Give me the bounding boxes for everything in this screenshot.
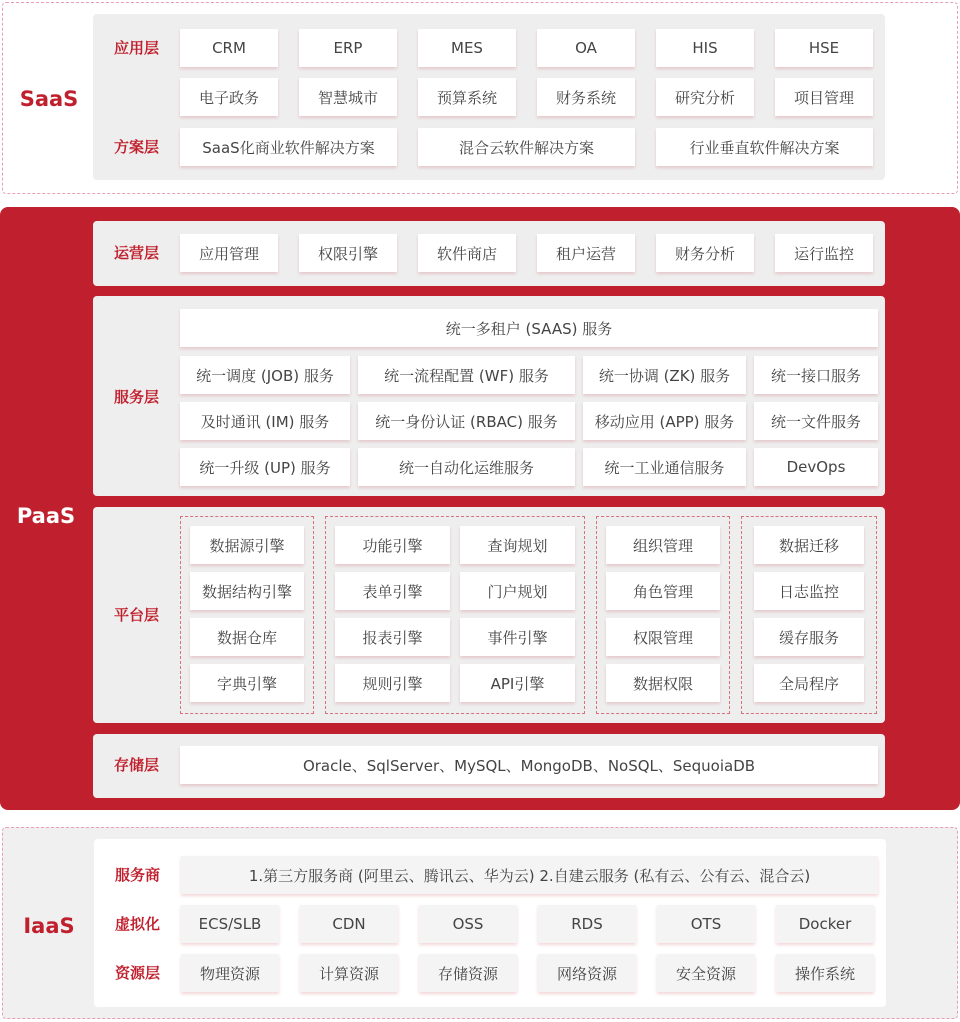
app-box[interactable]: ERP (299, 29, 397, 67)
saas-section (2, 2, 958, 194)
app-box[interactable]: MES (418, 29, 516, 67)
service-box[interactable]: 统一自动化运维服务 (358, 448, 575, 486)
resource-box[interactable]: 物理资源 (181, 954, 279, 992)
platform-box[interactable]: 数据仓库 (190, 618, 304, 656)
provider-label: 服务商 (114, 866, 160, 884)
app-box[interactable]: 预算系统 (418, 78, 516, 116)
virt-box[interactable]: OSS (419, 905, 517, 943)
solution-box[interactable]: 行业垂直软件解决方案 (656, 128, 873, 166)
ops-box[interactable]: 应用管理 (180, 234, 278, 272)
platform-box[interactable]: 表单引擎 (335, 572, 450, 610)
iaas-panel (94, 839, 886, 1007)
service-box[interactable]: 统一身份认证 (RBAC) 服务 (358, 402, 575, 440)
app-layer-label: 应用层 (113, 39, 159, 57)
solution-box[interactable]: 混合云软件解决方案 (418, 128, 635, 166)
storage-layer-label: 存储层 (113, 756, 159, 774)
ops-panel (93, 221, 885, 286)
platform-group-engine (325, 516, 585, 714)
resource-layer-label: 资源层 (114, 964, 160, 982)
service-box[interactable]: 统一工业通信服务 (583, 448, 746, 486)
virt-box[interactable]: CDN (300, 905, 398, 943)
app-box[interactable]: HIS (656, 29, 754, 67)
iaas-title: IaaS (23, 914, 75, 938)
platform-box[interactable]: 门户规划 (460, 572, 575, 610)
platform-box[interactable]: 数据结构引擎 (190, 572, 304, 610)
ops-box[interactable]: 租户运营 (537, 234, 635, 272)
platform-box[interactable]: 缓存服务 (754, 618, 864, 656)
ops-box[interactable]: 财务分析 (656, 234, 754, 272)
platform-box[interactable]: 数据源引擎 (190, 526, 304, 564)
platform-group-permission (596, 516, 730, 714)
platform-group-system (741, 516, 877, 714)
platform-box[interactable]: 查询规划 (460, 526, 575, 564)
service-box[interactable]: 及时通讯 (IM) 服务 (180, 402, 350, 440)
platform-box[interactable]: API引擎 (460, 664, 575, 702)
platform-layer-label: 平台层 (113, 606, 159, 624)
platform-box[interactable]: 权限管理 (606, 618, 720, 656)
paas-title: PaaS (16, 504, 76, 528)
service-box[interactable]: 移动应用 (APP) 服务 (583, 402, 746, 440)
resource-box[interactable]: 操作系统 (776, 954, 874, 992)
saas-title: SaaS (19, 87, 79, 111)
platform-box[interactable]: 事件引擎 (460, 618, 575, 656)
app-box[interactable]: CRM (180, 29, 278, 67)
virt-box[interactable]: OTS (657, 905, 755, 943)
service-box[interactable]: 统一文件服务 (754, 402, 878, 440)
paas-section (0, 207, 960, 810)
platform-box[interactable]: 报表引擎 (335, 618, 450, 656)
app-box[interactable]: 智慧城市 (299, 78, 397, 116)
storage-box[interactable]: Oracle、SqlServer、MySQL、MongoDB、NoSQL、SequoiaDB (180, 746, 878, 784)
app-box[interactable]: 项目管理 (775, 78, 873, 116)
platform-box[interactable]: 日志监控 (754, 572, 864, 610)
solution-box[interactable]: SaaS化商业软件解决方案 (180, 128, 397, 166)
app-box[interactable]: 电子政务 (180, 78, 278, 116)
platform-box[interactable]: 规则引擎 (335, 664, 450, 702)
service-box[interactable]: DevOps (754, 448, 878, 486)
service-box[interactable]: 统一调度 (JOB) 服务 (180, 356, 350, 394)
platform-box[interactable]: 功能引擎 (335, 526, 450, 564)
platform-panel (93, 507, 885, 723)
provider-box[interactable]: 1.第三方服务商 (阿里云、腾讯云、华为云) 2.自建云服务 (私有云、公有云、混合云) (181, 856, 878, 894)
resource-box[interactable]: 网络资源 (538, 954, 636, 992)
platform-box[interactable]: 数据权限 (606, 664, 720, 702)
ops-box[interactable]: 运行监控 (775, 234, 873, 272)
service-box[interactable]: 统一接口服务 (754, 356, 878, 394)
virt-box[interactable]: ECS/SLB (181, 905, 279, 943)
platform-box[interactable]: 全局程序 (754, 664, 864, 702)
virtualization-label: 虚拟化 (114, 915, 160, 933)
ops-box[interactable]: 权限引擎 (299, 234, 397, 272)
service-box-multitenant[interactable]: 统一多租户 (SAAS) 服务 (180, 309, 878, 347)
iaas-section (2, 827, 958, 1019)
solution-layer-label: 方案层 (113, 138, 159, 156)
service-box[interactable]: 统一协调 (ZK) 服务 (583, 356, 746, 394)
app-box[interactable]: OA (537, 29, 635, 67)
storage-panel (93, 734, 885, 798)
virt-box[interactable]: RDS (538, 905, 636, 943)
saas-panel (93, 14, 885, 180)
service-panel (93, 296, 885, 496)
service-box[interactable]: 统一升级 (UP) 服务 (180, 448, 350, 486)
platform-box[interactable]: 组织管理 (606, 526, 720, 564)
virt-box[interactable]: Docker (776, 905, 874, 943)
service-layer-label: 服务层 (113, 388, 159, 406)
app-box[interactable]: 研究分析 (656, 78, 754, 116)
resource-box[interactable]: 计算资源 (300, 954, 398, 992)
app-box[interactable]: HSE (775, 29, 873, 67)
platform-box[interactable]: 角色管理 (606, 572, 720, 610)
ops-box[interactable]: 软件商店 (418, 234, 516, 272)
service-box[interactable]: 统一流程配置 (WF) 服务 (358, 356, 575, 394)
resource-box[interactable]: 安全资源 (657, 954, 755, 992)
platform-group-data (180, 516, 314, 714)
platform-box[interactable]: 数据迁移 (754, 526, 864, 564)
platform-box[interactable]: 字典引擎 (190, 664, 304, 702)
resource-box[interactable]: 存储资源 (419, 954, 517, 992)
ops-layer-label: 运营层 (113, 244, 159, 262)
app-box[interactable]: 财务系统 (537, 78, 635, 116)
